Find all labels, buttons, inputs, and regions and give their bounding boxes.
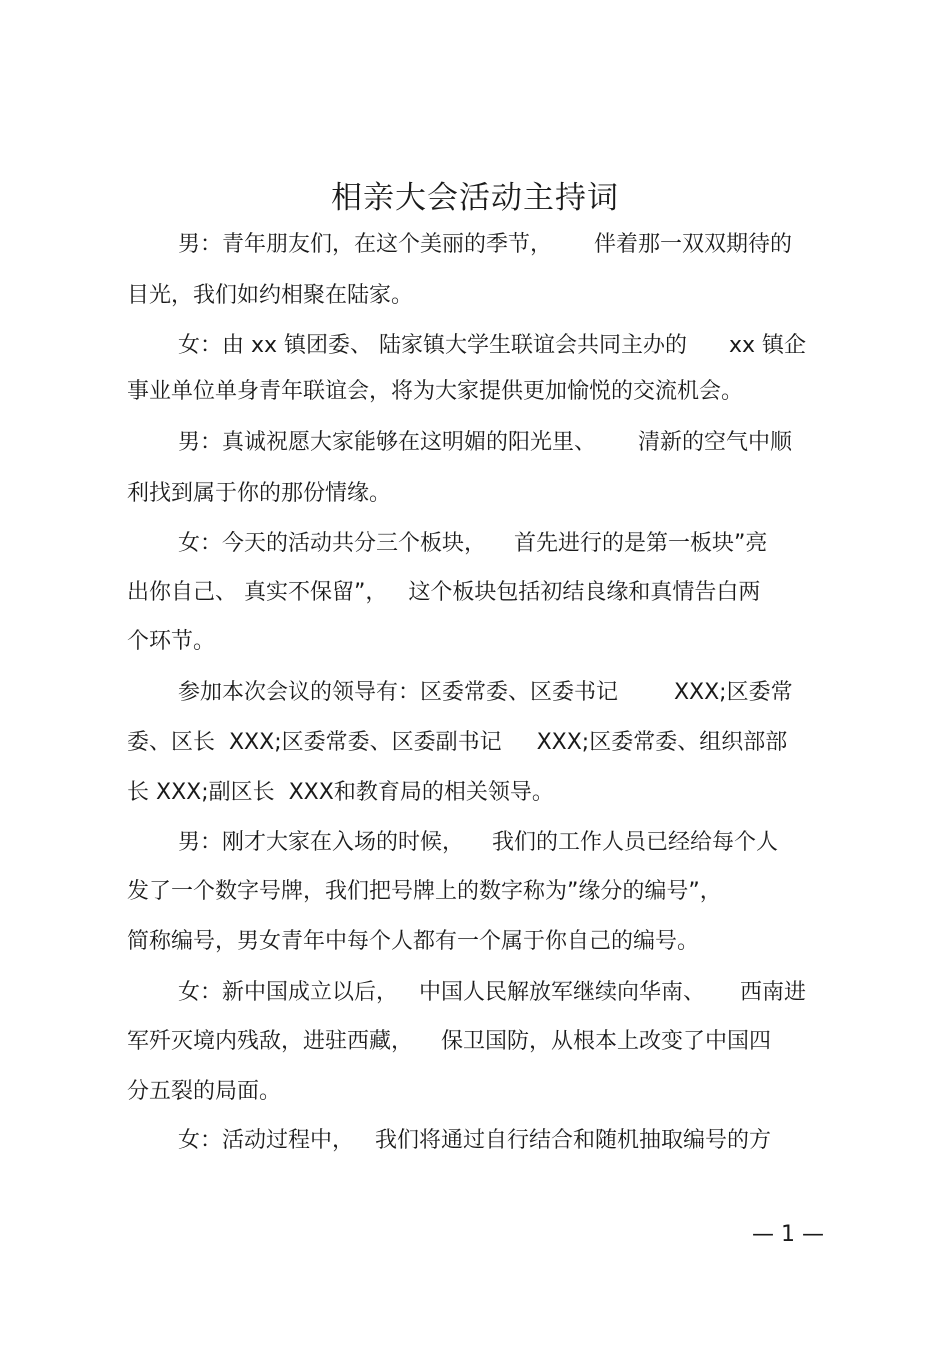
paragraph-line: 军歼灭境内残敌，进驻西藏， 保卫国防，从根本上改变了中国四: [127, 1029, 771, 1054]
paragraph-line: 出你自己、 真实不保留”， 这个板块包括初结良缘和真情告白两: [127, 580, 761, 605]
paragraph-line: 简称编号，男女青年中每个人都有一个属于你自己的编号。: [127, 929, 700, 954]
paragraph-line: 参加本次会议的领导有：区委常委、区委书记 XXX;区委常: [178, 680, 793, 705]
paragraph-line: 委、区长 XXX;区委常委、区委副书记 XXX;区委常委、组织部部: [127, 730, 788, 755]
paragraph-line: 男：青年朋友们，在这个美丽的季节， 伴着那一双双期待的: [178, 232, 792, 257]
paragraph-line: 男：真诚祝愿大家能够在这明媚的阳光里、 清新的空气中顺: [178, 430, 792, 455]
paragraph-line: 发了一个数字号牌，我们把号牌上的数字称为”缘分的编号”，: [127, 879, 722, 904]
paragraph-line: 女：新中国成立以后， 中国人民解放军继续向华南、 西南进: [178, 980, 806, 1005]
paragraph-line: 长 XXX;副区长 XXX和教育局的相关领导。: [127, 780, 554, 805]
document-title: 相亲大会活动主持词: [331, 180, 619, 216]
page-number: — 1 —: [752, 1222, 824, 1247]
paragraph-line: 事业单位单身青年联谊会，将为大家提供更加愉悦的交流机会。: [127, 379, 744, 404]
paragraph-line: 女：活动过程中， 我们将通过自行结合和随机抽取编号的方: [178, 1128, 771, 1153]
paragraph-line: 女：由 xx 镇团委、 陆家镇大学生联谊会共同主办的 xx 镇企: [178, 333, 807, 358]
paragraph-line: 分五裂的局面。: [127, 1079, 282, 1104]
paragraph-line: 利找到属于你的那份情缘。: [127, 481, 392, 506]
paragraph-line: 目光，我们如约相聚在陆家。: [127, 283, 414, 308]
paragraph-line: 男：刚才大家在入场的时候， 我们的工作人员已经给每个人: [178, 830, 778, 855]
paragraph-line: 个环节。: [127, 629, 216, 654]
paragraph-line: 女：今天的活动共分三个板块， 首先进行的是第一板块”亮: [178, 531, 768, 556]
